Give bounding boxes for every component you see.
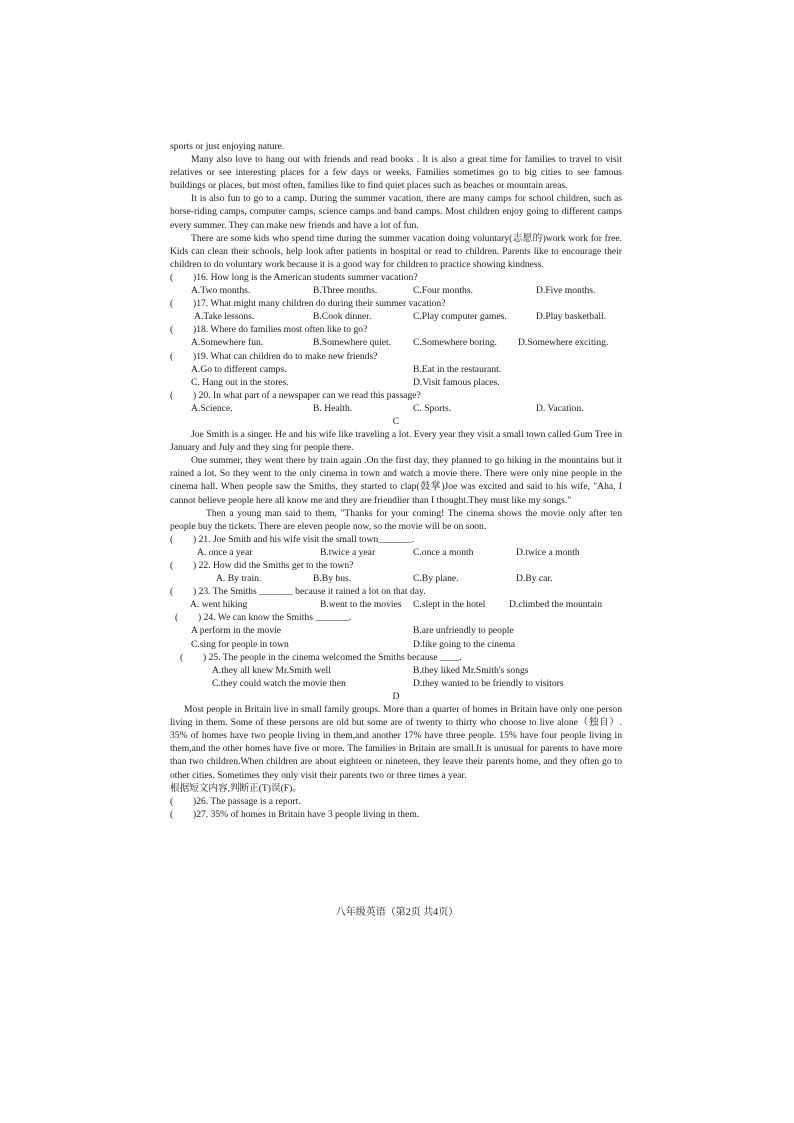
question-stem: ) 23. The Smiths _______ because it rained a lot on that day.	[193, 586, 426, 598]
question-21	[170, 533, 622, 559]
answer-bracket: (	[170, 795, 174, 807]
question-stem: )26. The passage is a report.	[193, 795, 301, 807]
option-d: D.like going to the cinema	[413, 638, 516, 650]
answer-bracket: (	[170, 324, 174, 336]
question-stem: ) 22. How did the Smiths get to the town?	[193, 560, 354, 571]
question-19	[170, 350, 622, 389]
passage-c-paragraph: Joe Smith is a singer. He and his wife like traveling a lot. Every year they visit a small town called Gum Tree in January and July and they sing for people there.	[170, 429, 622, 454]
option-d: D. Vacation.	[536, 402, 584, 414]
exam-page	[170, 140, 622, 821]
answer-bracket: (	[170, 298, 174, 310]
option-d: D.Somewhere exciting.	[518, 337, 609, 349]
option-b: B.Cook dinner.	[313, 311, 372, 323]
option-c: C. Sports.	[413, 402, 452, 414]
option-d: D.By car.	[516, 573, 553, 585]
option-a: A.Two months.	[191, 285, 251, 297]
question-20	[170, 389, 622, 415]
question-stem: )19. What can children do to make new friends?	[193, 350, 378, 362]
passage-c-paragraph: One summer, they went there by train again .On the first day, they planned to go hiking in the mountains but it rained a lot. So they went to the only cinema in town and watch a movie there. There were only nine people in the cinema hall. When people saw the Smiths, they started to clap(鼓掌)Joe was excited and said to his wife, "Aha, I cannot believe people here all know me and they are friendlier than I thought.They must like my songs."	[170, 455, 622, 506]
option-b: B.By bus.	[313, 573, 352, 585]
option-a: A.Take lessons.	[194, 311, 255, 323]
option-d: D.they wanted to be friendly to visitors	[413, 677, 564, 689]
section-label-d: D	[392, 690, 400, 702]
option-c: C.By plane.	[413, 573, 459, 585]
answer-bracket: (	[170, 389, 174, 401]
option-c: C.Four months.	[413, 285, 473, 297]
option-a: A.they all knew Mr.Smith well	[212, 664, 331, 676]
question-23	[170, 585, 622, 611]
option-a: A. went hiking	[190, 599, 248, 611]
option-b: B.Eat in the restaurant.	[413, 363, 502, 375]
option-a: A.Go to different camps.	[191, 363, 287, 375]
question-stem: ) 24. We can know the Smiths _______.	[198, 612, 352, 624]
answer-bracket: (	[170, 533, 174, 545]
question-22	[170, 559, 622, 585]
answer-bracket: (	[170, 560, 174, 571]
answer-bracket: (	[170, 350, 174, 362]
question-stem: )16. How long is the American students summer vacation?	[193, 271, 418, 283]
question-25	[170, 651, 622, 690]
option-b: B.Somewhere quiet.	[313, 337, 392, 349]
option-b: B.Three months.	[313, 285, 378, 297]
question-26	[170, 795, 622, 808]
option-c: C.Play computer games.	[413, 311, 507, 323]
passage-b-paragraph: There are some kids who spend time during the summer vacation doing voluntary(志愿的)work work for free. Kids can clean their schools, help look after patients in hospital or read to children. Parents like to encourage their children to do voluntary work because it is a good way for children to practice showing kindness.	[170, 232, 622, 270]
option-d: D.twice a month	[516, 546, 580, 558]
option-b: B.they liked Mr.Smith's songs	[413, 664, 529, 676]
option-d: D.Five months.	[536, 285, 596, 297]
answer-bracket: (	[180, 651, 184, 663]
option-a: A.Science.	[191, 402, 233, 414]
option-b: B.went to the movies	[320, 599, 402, 611]
answer-bracket: (	[175, 612, 179, 624]
question-27	[170, 808, 622, 821]
option-b: B. Health.	[313, 402, 353, 414]
passage-b-paragraph: It is also fun to go to a camp. During the summer vacation, there are many camps for school children, such as horse-riding camps, computer camps, science camps and band camps. Most children enjoy going to different camps every summer. They can make new friends and have a lot of fun.	[170, 193, 622, 231]
option-a: A perform in the movie	[191, 625, 282, 637]
question-stem: )18. Where do families most often like to go?	[193, 324, 368, 336]
question-stem: )27. 35% of homes in Britain have 3 people living in them.	[193, 808, 420, 820]
passage-d-paragraph: Most people in Britain live in small family groups. More than a quarter of homes in Britain have only one person living in them. Some of these persons are old but some are of twenty to thirty who choose to live alone（独自）. 35% of homes have two people living in them,and another 17% have three people. 15% have four people living in them,and the other homes have five or more. The families in Britain are small.It is unusual for parents to have more than two children.When children are about eighteen or nineteen, they leave their parents home, and they often go to other cities. Sometimes they only visit their parents two or three times a year.	[170, 704, 622, 781]
passage-c-paragraph: Then a young man said to them, "Thanks for your coming! The cinema shows the movie only after ten people buy the tickets. There are eleven people now, so the movie will be on soon.	[170, 507, 622, 532]
question-18	[170, 323, 622, 349]
question-24	[170, 611, 622, 650]
option-c: C.slept in the hotel	[413, 599, 486, 611]
option-c: C.once a month	[413, 546, 474, 558]
option-a: A. By train.	[216, 573, 262, 585]
question-stem: )17. What might many children do during their summer vacation?	[193, 298, 446, 310]
question-17	[170, 297, 622, 323]
question-stem: ) 25. The people in the cinema welcomed the Smiths because ____.	[203, 651, 462, 663]
option-c: C.they could watch the movie then	[212, 677, 346, 689]
section-label-c: C	[392, 415, 400, 427]
option-c: C.sing for people in town	[191, 638, 289, 650]
passage-b-paragraph: Many also love to hang out with friends and read books . It is also a great time for families to travel to visit relatives or see interesting places for a few days or weeks. Families sometimes go to big cities to see famous buildings or places, but most often, families like to find quiet places such as beaches or mountain areas.	[170, 154, 622, 192]
question-16	[170, 271, 622, 297]
option-a: A.Somewhere fun.	[191, 337, 264, 349]
instruction-text: 根据短文内容,判断正(T)误(F)。	[170, 782, 302, 794]
option-d: D.climbed the mountain	[509, 599, 602, 611]
option-d: D.Visit famous places.	[413, 376, 500, 388]
question-stem: ) 20. In what part of a newspaper can we read this passage?	[193, 389, 421, 401]
question-stem: ) 21. Joe Smith and his wife visit the small town_______.	[193, 533, 415, 545]
answer-bracket: (	[170, 808, 174, 820]
page-footer: 八年级英语（第2页 共4页）	[335, 907, 459, 918]
passage-b-continuation: sports or just enjoying nature.	[170, 141, 285, 152]
option-a: A. once a year	[197, 546, 253, 558]
option-d: D.Play basketball.	[536, 311, 607, 323]
option-c: C. Hang out in the stores.	[191, 376, 289, 388]
answer-bracket: (	[170, 271, 174, 283]
option-c: C.Somewhere boring.	[413, 337, 497, 349]
option-b: B.twice a year	[320, 546, 376, 558]
answer-bracket: (	[170, 586, 174, 598]
option-b: B.are unfriendly to people	[413, 625, 514, 637]
